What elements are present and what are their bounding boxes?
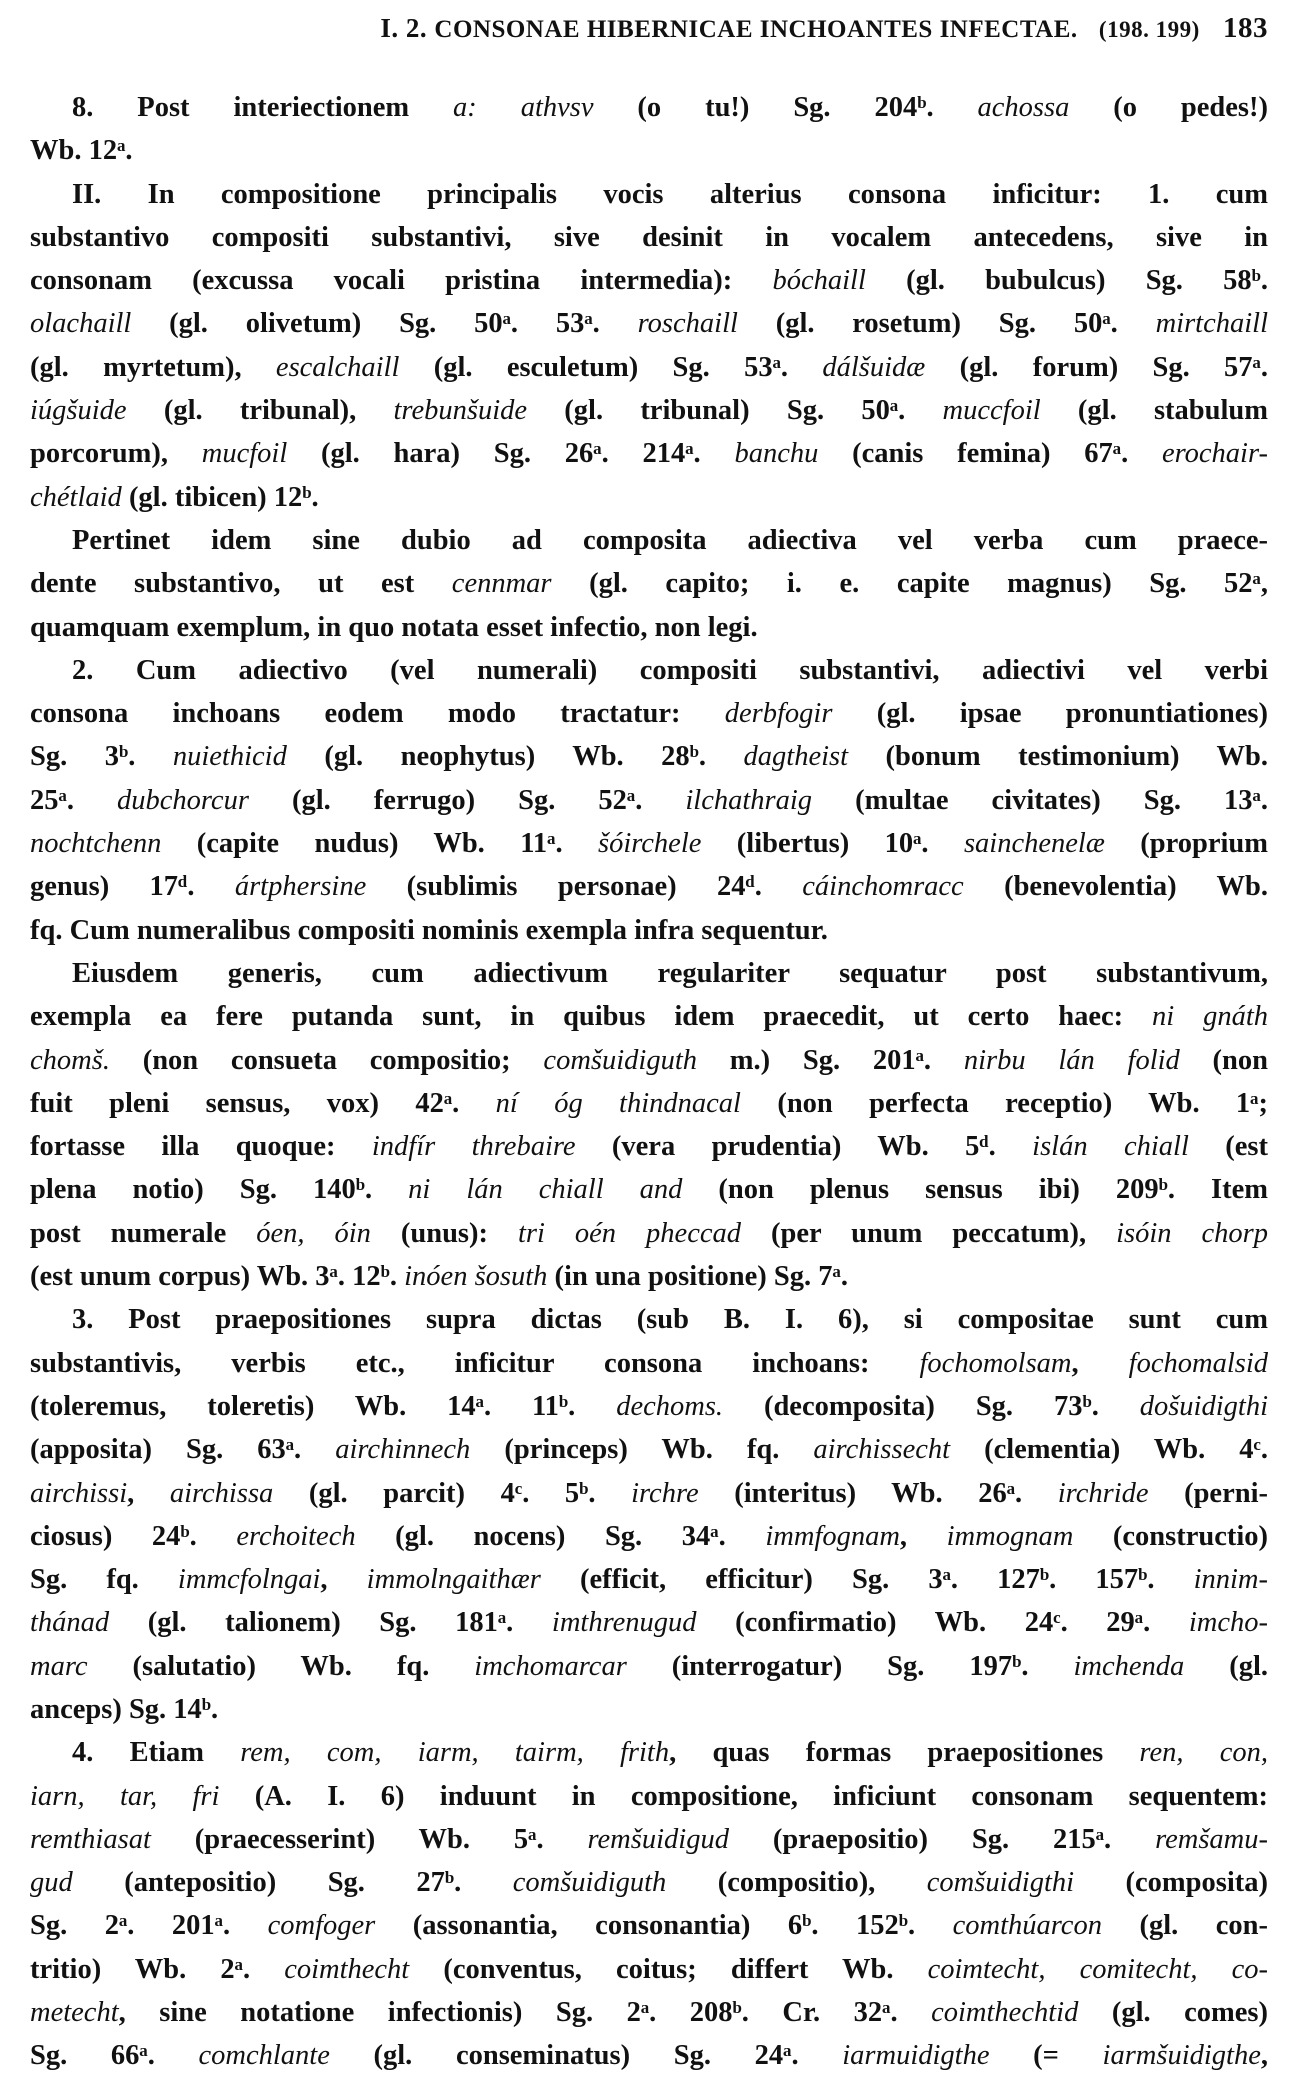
latin-text: (interitus) Wb. 26ᵃ. <box>698 1477 1058 1509</box>
latin-text: (gl. capito; i. e. capite magnus) Sg. 52ᵃ, <box>551 568 1268 600</box>
irish-term: airchinnech <box>335 1434 471 1466</box>
latin-text: (gl. rosetum) Sg. 50ᵃ. <box>737 308 1156 340</box>
latin-text: (interrogatur) Sg. 197ᵇ. <box>626 1650 1074 1682</box>
text-line <box>30 1515 1268 1558</box>
latin-text: (assonantia, consonantia) 6ᵇ. 152ᵇ. <box>375 1910 953 1942</box>
latin-text: (constructio) <box>1073 1520 1269 1552</box>
latin-text: (sublimis personae) 24ᵈ. <box>366 871 803 903</box>
text-line <box>30 476 1268 519</box>
text-line <box>30 1342 1268 1385</box>
latin-text: (in una positione) Sg. 7ᵃ. <box>547 1261 848 1293</box>
irish-term: ártphersine <box>234 871 367 903</box>
irish-term: coimthecht <box>284 1953 410 1985</box>
latin-text: substantivis, verbis etc., inficitur consona inchoans: <box>30 1347 920 1379</box>
text-line <box>30 1472 1268 1515</box>
latin-text: Pertinet idem sine dubio ad composita adiectiva vel verba cum praece- <box>72 524 1268 556</box>
latin-text: (gl. <box>1184 1650 1268 1682</box>
latin-text: (gl. hara) Sg. 26ᵃ. 214ᵃ. <box>287 438 735 470</box>
irish-term: coimthechtid <box>931 1997 1079 2029</box>
text-line <box>30 346 1268 389</box>
latin-text: (perni- <box>1148 1477 1268 1509</box>
latin-text: exempla ea fere putanda sunt, in quibus idem praecedit, ut certo haec: <box>30 1001 1153 1033</box>
latin-text: m.) Sg. 201ᵃ. <box>697 1044 964 1076</box>
latin-text: (A. I. 6) induunt in compositione, inficiunt consonam sequentem: <box>219 1780 1268 1812</box>
latin-text: (gl. comes) <box>1078 1997 1268 2029</box>
latin-text: (salutatio) Wb. fq. <box>87 1650 475 1682</box>
latin-text: (gl. con- <box>1101 1910 1268 1942</box>
latin-text: (gl. forum) Sg. 57ᵃ. <box>925 351 1268 383</box>
irish-term: cáinchomracc <box>802 871 964 903</box>
latin-text: (est unum corpus) Wb. 3ᵃ. 12ᵇ. <box>30 1261 405 1293</box>
latin-text: Sg. 3ᵇ. <box>30 741 173 773</box>
irish-term: immfognam <box>765 1520 900 1552</box>
latin-text: substantivo compositi substantivi, sive desinit in vocalem antecedens, sive in <box>30 221 1268 253</box>
latin-text: (clementia) Wb. 4ᶜ. <box>950 1434 1269 1466</box>
text-line <box>30 1212 1268 1255</box>
latin-text: (libertus) 10ᵃ. <box>701 828 964 860</box>
irish-term: islán chiall <box>1032 1131 1189 1163</box>
text-line <box>30 1775 1268 1818</box>
latin-text: ciosus) 24ᵇ. <box>30 1520 237 1552</box>
latin-text: 3. Post praepositiones supra dictas (sub B. I. 6), si compositae sunt cum <box>72 1304 1268 1336</box>
irish-term: tri oén pheccad <box>518 1217 741 1249</box>
text-line <box>30 1082 1268 1125</box>
irish-term: innim- <box>1193 1564 1268 1596</box>
latin-text: (non plenus sensus ibi) 209ᵇ. Item <box>682 1174 1268 1206</box>
page-number: 183 <box>1223 12 1268 44</box>
latin-text: (gl. tribunal) Sg. 50ᵃ. <box>527 395 943 427</box>
irish-term: remthiasat <box>30 1823 151 1855</box>
latin-text: , <box>320 1564 367 1596</box>
latin-text: (= <box>989 2040 1103 2072</box>
irish-term: airchissi <box>30 1477 128 1509</box>
latin-text: plena notio) Sg. 140ᵇ. <box>30 1174 409 1206</box>
latin-text: (benevolentia) Wb. <box>963 871 1268 903</box>
irish-term: došuidigthi <box>1139 1390 1268 1422</box>
header-paragraphs: (198. 199) <box>1098 17 1200 42</box>
latin-text: (canis femina) 67ᵃ. <box>818 438 1162 470</box>
latin-text: consonam (excussa vocali pristina intermedia): <box>30 265 773 297</box>
irish-term: iarmšuidigthe <box>1102 2040 1261 2072</box>
latin-text: (gl. bubulcus) Sg. 58ᵇ. <box>865 265 1268 297</box>
irish-term: comšuidiguth <box>512 1867 667 1899</box>
latin-text: fq. Cum numeralibus compositi nominis exempla infra sequentur. <box>30 914 828 946</box>
text-line <box>30 1645 1268 1688</box>
irish-term: óen, óin <box>256 1217 371 1249</box>
text-line <box>30 1558 1268 1601</box>
irish-term: erochair- <box>1161 438 1268 470</box>
header-section: I. 2. <box>380 13 428 43</box>
text-line <box>30 1125 1268 1168</box>
text-line <box>30 735 1268 778</box>
irish-term: roschaill <box>637 308 738 340</box>
page-body-text <box>30 86 1268 2078</box>
latin-text: fortasse illa quoque: <box>30 1131 372 1163</box>
latin-text: (per unum peccatum), <box>741 1217 1117 1249</box>
latin-text: (non consueta compositio; <box>109 1044 544 1076</box>
latin-text: 25ᵃ. <box>30 784 117 816</box>
irish-term: immognam <box>946 1520 1074 1552</box>
irish-term: olachaill <box>30 308 132 340</box>
irish-term: erchoitech <box>236 1520 356 1552</box>
text-line <box>30 692 1268 735</box>
text-line <box>30 1904 1268 1947</box>
latin-text: II. In compositione principalis vocis alterius consona inficitur: 1. cum <box>72 178 1268 210</box>
latin-text: (gl. tibicen) 12ᵇ. <box>121 481 319 513</box>
irish-term: sainchenelæ <box>963 828 1105 860</box>
latin-text: (toleremus, toleretis) Wb. 14ᵃ. 11ᵇ. <box>30 1390 617 1422</box>
latin-text: (gl. neophytus) Wb. 28ᵇ. <box>286 741 744 773</box>
latin-text: (princeps) Wb. fq. <box>470 1434 814 1466</box>
latin-text: dente substantivo, ut est <box>30 568 452 600</box>
text-line <box>30 1731 1268 1774</box>
irish-term: comfoger <box>267 1910 376 1942</box>
latin-text: (antepositio) Sg. 27ᵇ. <box>72 1867 513 1899</box>
text-line <box>30 86 1268 129</box>
text-line <box>30 1428 1268 1471</box>
irish-term: immolngaithær <box>366 1564 541 1596</box>
latin-text: (non perfecta receptio) Wb. 1ᵃ; <box>740 1087 1268 1119</box>
latin-text: , <box>1260 2040 1268 2072</box>
irish-term: airchissa <box>169 1477 274 1509</box>
irish-term: a: athvsv <box>453 92 594 123</box>
irish-term: ni lán chiall and <box>408 1174 683 1206</box>
latin-text: (est <box>1188 1131 1268 1163</box>
irish-term: derbfogir <box>724 698 833 730</box>
irish-term: irchride <box>1057 1477 1149 1509</box>
text-line <box>30 562 1268 605</box>
latin-text: (praecesserint) Wb. 5ᵃ. <box>150 1823 588 1855</box>
irish-term: ni gnáth <box>1152 1001 1268 1033</box>
irish-term: imchenda <box>1073 1650 1185 1682</box>
text-line <box>30 1298 1268 1341</box>
irish-term: cennmar <box>451 568 552 600</box>
irish-term: coimtecht, comitecht, co- <box>927 1953 1268 1985</box>
irish-term: comšuidiguth <box>543 1044 697 1076</box>
irish-term: achossa <box>977 92 1070 123</box>
text-line <box>30 1818 1268 1861</box>
latin-text: (efficit, efficitur) Sg. 3ᵃ. 127ᵇ. 157ᵇ. <box>540 1564 1194 1596</box>
latin-text: 2. Cum adiectivo (vel numerali) compositi substantivi, adiectivi vel verbi <box>72 654 1268 686</box>
latin-text: (unus): <box>370 1217 518 1249</box>
irish-term: dubchorcur <box>117 784 249 816</box>
latin-text: quamquam exemplum, in quo notata esset infectio, non legi. <box>30 611 758 643</box>
irish-term: muccfoil <box>942 395 1041 427</box>
text-line <box>30 606 1268 649</box>
irish-term: mirtchaill <box>1155 308 1269 340</box>
text-line <box>30 865 1268 908</box>
text-line <box>30 1991 1268 2034</box>
text-line <box>30 952 1268 995</box>
irish-term: ní óg thindnacal <box>495 1087 741 1119</box>
latin-text: (gl. ipsae pronuntiationes) <box>832 698 1268 730</box>
latin-text: (decomposita) Sg. 73ᵇ. <box>723 1390 1140 1422</box>
irish-term: banchu <box>734 438 819 470</box>
latin-text: (conventus, coitus; differt Wb. <box>409 1953 928 1985</box>
latin-text: (o tu!) Sg. 204ᵇ. <box>593 92 978 123</box>
latin-text: (gl. nocens) Sg. 34ᵃ. <box>355 1520 766 1552</box>
latin-text: (compositio), <box>666 1867 927 1899</box>
latin-text: porcorum), <box>30 438 202 470</box>
text-line <box>30 1255 1268 1298</box>
irish-term: bóchaill <box>772 265 866 297</box>
text-line <box>30 1039 1268 1082</box>
text-line <box>30 1948 1268 1991</box>
text-line <box>30 909 1268 952</box>
irish-term: comšuidigthi <box>926 1867 1075 1899</box>
latin-text: (gl. talionem) Sg. 181ᵃ. <box>109 1607 552 1639</box>
irish-term: airchissecht <box>813 1434 951 1466</box>
latin-text: (capite nudus) Wb. 11ᵃ. <box>161 828 598 860</box>
latin-text: , <box>899 1520 947 1552</box>
text-line <box>30 779 1268 822</box>
irish-term: mucfoil <box>201 438 288 470</box>
latin-text: 8. Post interiectionem <box>72 92 454 123</box>
irish-term: dálšuidæ <box>822 351 926 383</box>
latin-text: anceps) Sg. 14ᵇ. <box>30 1693 219 1725</box>
text-line <box>30 173 1268 216</box>
irish-term: nochtchenn <box>30 828 162 860</box>
irish-term: ren, con, <box>1139 1737 1268 1769</box>
irish-term: iarmuidigthe <box>842 2040 990 2072</box>
latin-text: Sg. 66ᵃ. <box>30 2040 199 2072</box>
text-line <box>30 519 1268 562</box>
text-line <box>30 1601 1268 1644</box>
latin-text: (vera prudentia) Wb. 5ᵈ. <box>575 1131 1033 1163</box>
latin-text: (composita) <box>1074 1867 1268 1899</box>
irish-term: marc <box>30 1650 88 1682</box>
irish-term: chétlaid <box>30 481 122 513</box>
irish-term: iúgšuide <box>30 395 127 427</box>
latin-text: , <box>1071 1347 1129 1379</box>
latin-text: (gl. olivetum) Sg. 50ᵃ. 53ᵃ. <box>131 308 638 340</box>
latin-text: , sine notatione infectionis) Sg. 2ᵃ. 208ᵇ. Cr. 32ᵃ. <box>118 1997 932 2029</box>
text-line <box>30 1688 1268 1731</box>
latin-text: (gl. esculetum) Sg. 53ᵃ. <box>399 351 823 383</box>
latin-text: fuit pleni sensus, vox) 42ᵃ. <box>30 1087 496 1119</box>
irish-term: fochomalsid <box>1128 1347 1268 1379</box>
latin-text: (non <box>1179 1044 1268 1076</box>
irish-term: chomš. <box>30 1044 110 1076</box>
irish-term: imthrenugud <box>551 1607 697 1639</box>
latin-text: post numerale <box>30 1217 257 1249</box>
latin-text: (gl. parcit) 4ᶜ. 5ᵇ. <box>273 1477 632 1509</box>
irish-term: irchre <box>631 1477 699 1509</box>
text-line <box>30 129 1268 172</box>
irish-term: fochomolsam <box>919 1347 1072 1379</box>
text-line <box>30 389 1268 432</box>
text-line <box>30 216 1268 259</box>
text-line <box>30 432 1268 475</box>
latin-text: (apposita) Sg. 63ᵃ. <box>30 1434 336 1466</box>
latin-text: (confirmatio) Wb. 24ᶜ. 29ᵃ. <box>696 1607 1189 1639</box>
text-line <box>30 259 1268 302</box>
latin-text: , quas formas praepositiones <box>669 1737 1140 1769</box>
irish-term: indfír threbaire <box>371 1131 576 1163</box>
irish-term: remšuidigud <box>587 1823 729 1855</box>
irish-term: imchomarcar <box>474 1650 627 1682</box>
irish-term: šóirchele <box>597 828 702 860</box>
irish-term: trebunšuide <box>393 395 528 427</box>
latin-text: Sg. 2ᵃ. 201ᵃ. <box>30 1910 268 1942</box>
text-line <box>30 1385 1268 1428</box>
irish-term: imcho- <box>1188 1607 1268 1639</box>
irish-term: dechoms. <box>616 1390 724 1422</box>
latin-text: , <box>127 1477 170 1509</box>
latin-text: (gl. stabulum <box>1040 395 1268 427</box>
irish-term: nirbu lán folid <box>963 1044 1180 1076</box>
irish-term: comthúarcon <box>952 1910 1102 1942</box>
latin-text: Wb. 12ᵃ. <box>30 135 133 167</box>
text-line <box>30 1168 1268 1211</box>
text-line <box>30 302 1268 345</box>
latin-text: 4. Etiam <box>72 1737 241 1769</box>
running-header <box>300 8 1268 48</box>
header-title: CONSONAE HIBERNICAE INCHOANTES INFECTAE. <box>434 16 1078 43</box>
text-line <box>30 822 1268 865</box>
irish-term: isóin chorp <box>1116 1217 1269 1249</box>
text-line <box>30 649 1268 692</box>
latin-text: consona inchoans eodem modo tractatur: <box>30 698 725 730</box>
latin-text: (o pedes!) <box>1069 92 1268 123</box>
latin-text: (gl. ferrugo) Sg. 52ᵃ. <box>248 784 686 816</box>
latin-text: (proprium <box>1104 828 1268 860</box>
irish-term: remšamu- <box>1155 1823 1268 1855</box>
latin-text: Sg. fq. <box>30 1564 178 1596</box>
latin-text: Eiusdem generis, cum adiectivum regulariter sequatur post substantivum, <box>72 957 1268 989</box>
latin-text: (praepositio) Sg. 215ᵃ. <box>728 1823 1156 1855</box>
latin-text: (multae civitates) Sg. 13ᵃ. <box>812 784 1268 816</box>
text-line <box>30 995 1268 1038</box>
latin-text: (gl. conseminatus) Sg. 24ᵃ. <box>329 2040 843 2072</box>
irish-term: inóen šosuth <box>404 1261 548 1293</box>
irish-term: iarn, tar, fri <box>30 1780 220 1812</box>
irish-term: dagtheist <box>743 741 849 773</box>
irish-term: rem, com, iarm, tairm, frith <box>240 1737 670 1769</box>
text-line <box>30 1861 1268 1904</box>
irish-term: ilchathraig <box>685 784 813 816</box>
latin-text: tritio) Wb. 2ᵃ. <box>30 1953 285 1985</box>
irish-term: nuiethicid <box>172 741 287 773</box>
text-line <box>30 2034 1268 2077</box>
irish-term: gud <box>30 1867 73 1899</box>
irish-term: escalchaill <box>275 351 400 383</box>
latin-text: (gl. tribunal), <box>126 395 394 427</box>
irish-term: immcfolngai <box>177 1564 321 1596</box>
latin-text: genus) 17ᵈ. <box>30 871 235 903</box>
irish-term: thánad <box>30 1607 110 1639</box>
irish-term: metecht <box>30 1997 119 2029</box>
irish-term: comchlante <box>198 2040 330 2072</box>
latin-text: (bonum testimonium) Wb. <box>848 741 1269 773</box>
latin-text: (gl. myrtetum), <box>30 351 276 383</box>
